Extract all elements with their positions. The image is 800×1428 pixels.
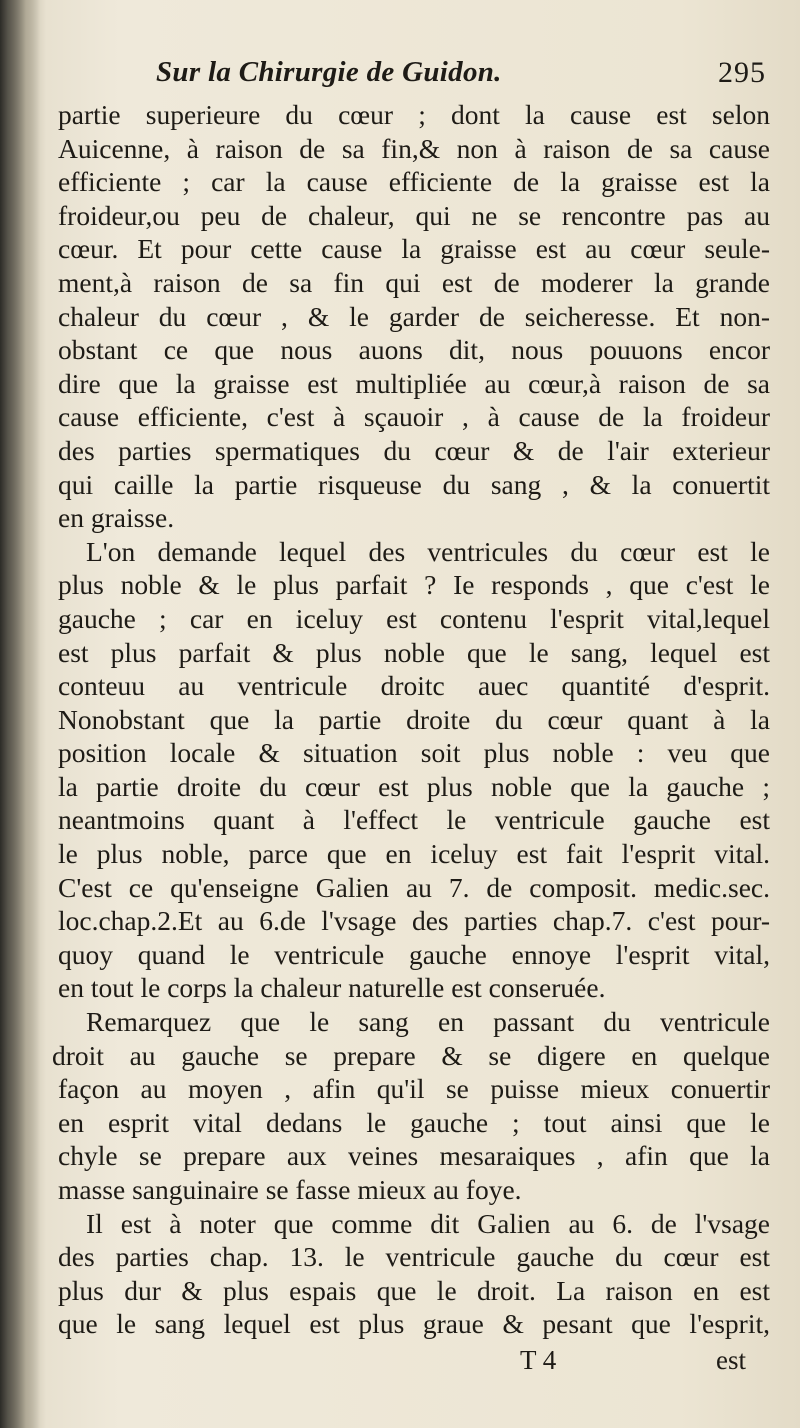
signature-mark: T 4 bbox=[520, 1344, 557, 1375]
text-line: Nonobstant que la partie droite du cœur quant à la bbox=[58, 703, 770, 735]
text-line: partie superieure du cœur ; dont la cause est selon bbox=[58, 99, 770, 130]
text-line: en esprit vital dedans le gauche ; tout ainsi que le bbox=[58, 1106, 770, 1138]
text-line: cause efficiente, c'est à sçauoir , à cause de la froideur bbox=[58, 401, 770, 433]
text-line: façon au moyen , afin qu'il se puisse mieux conuertir bbox=[58, 1073, 770, 1105]
text-line: est plus parfait & plus noble que le sang, lequel est bbox=[58, 636, 770, 668]
text-line: en tout le corps la chaleur naturelle est conseruée. bbox=[58, 972, 606, 1004]
text-line: position locale & situation soit plus noble : veu que bbox=[58, 737, 770, 769]
text-line: des parties spermatiques du cœur & de l'air exterieur bbox=[58, 434, 770, 466]
text-line: chaleur du cœur , & le garder de seicheresse. Et non- bbox=[58, 300, 770, 332]
text-line: gauche ; car en iceluy est contenu l'esprit vital,lequel bbox=[58, 602, 770, 634]
text-line: des parties chap. 13. le ventricule gauche du cœur est bbox=[58, 1241, 770, 1273]
text-line: masse sanguinaire se fasse mieux au foye. bbox=[58, 1174, 522, 1205]
text-line: la partie droite du cœur est plus noble que la gauche ; bbox=[58, 770, 770, 802]
text-line: plus noble & le plus parfait ? Ie responds , que c'est le bbox=[58, 569, 770, 601]
text-line: droit au gauche se prepare & se digere en quelque bbox=[52, 1039, 770, 1071]
paragraph-start: Il est à noter que comme dit Galien au 6. de l'vsage bbox=[86, 1207, 770, 1239]
text-line: cœur. Et pour cette cause la graisse est au cœur seule- bbox=[58, 233, 770, 265]
text-line: conteuu au ventricule droitc auec quantité d'esprit. bbox=[58, 670, 770, 702]
catchword: est bbox=[716, 1344, 746, 1375]
text-line: quoy quand le ventricule gauche ennoye l'esprit vital, bbox=[58, 938, 770, 970]
text-line: que le sang lequel est plus graue & pesant que l'esprit, bbox=[58, 1308, 770, 1340]
text-line: le plus noble, parce que en iceluy est fait l'esprit vital. bbox=[58, 838, 770, 870]
paragraph-start: Remarquez que le sang en passant du ventricule bbox=[86, 1006, 770, 1038]
text-line: qui caille la partie risqueuse du sang , & la conuertit bbox=[58, 468, 770, 500]
body-text bbox=[52, 98, 770, 1341]
text-line: en graisse. bbox=[58, 502, 175, 534]
text-line: C'est ce qu'enseigne Galien au 7. de composit. medic.sec. bbox=[58, 871, 770, 903]
text-line: Auicenne, à raison de sa fin,& non à raison de sa cause bbox=[58, 132, 770, 164]
page-content bbox=[52, 50, 770, 1381]
text-line: efficiente ; car la cause efficiente de la graisse est la bbox=[58, 166, 770, 198]
binding-gutter bbox=[0, 0, 46, 1428]
text-line: ment,à raison de sa fin qui est de moderer la grande bbox=[58, 266, 770, 298]
text-line: plus dur & plus espais que le droit. La raison en est bbox=[58, 1274, 770, 1306]
paragraph-start: L'on demande lequel des ventricules du cœur est le bbox=[86, 535, 770, 567]
text-line: neantmoins quant à l'effect le ventricule gauche est bbox=[58, 804, 770, 836]
text-line: obstant ce que nous auons dit, nous pouuons encor bbox=[58, 334, 770, 366]
text-line: dire que la graisse est multipliée au cœur,à raison de sa bbox=[58, 367, 770, 399]
text-line: chyle se prepare aux veines mesaraiques , afin que la bbox=[58, 1140, 770, 1172]
page-header bbox=[58, 50, 770, 98]
text-line: loc.chap.2.Et au 6.de l'vsage des parties chap.7. c'est pour- bbox=[58, 905, 770, 937]
text-line: froideur,ou peu de chaleur, qui ne se rencontre pas au bbox=[58, 199, 770, 231]
page-footer bbox=[58, 1345, 770, 1381]
page-number: 295 bbox=[718, 56, 766, 89]
running-title: Sur la Chirurgie de Guidon. bbox=[156, 56, 502, 88]
